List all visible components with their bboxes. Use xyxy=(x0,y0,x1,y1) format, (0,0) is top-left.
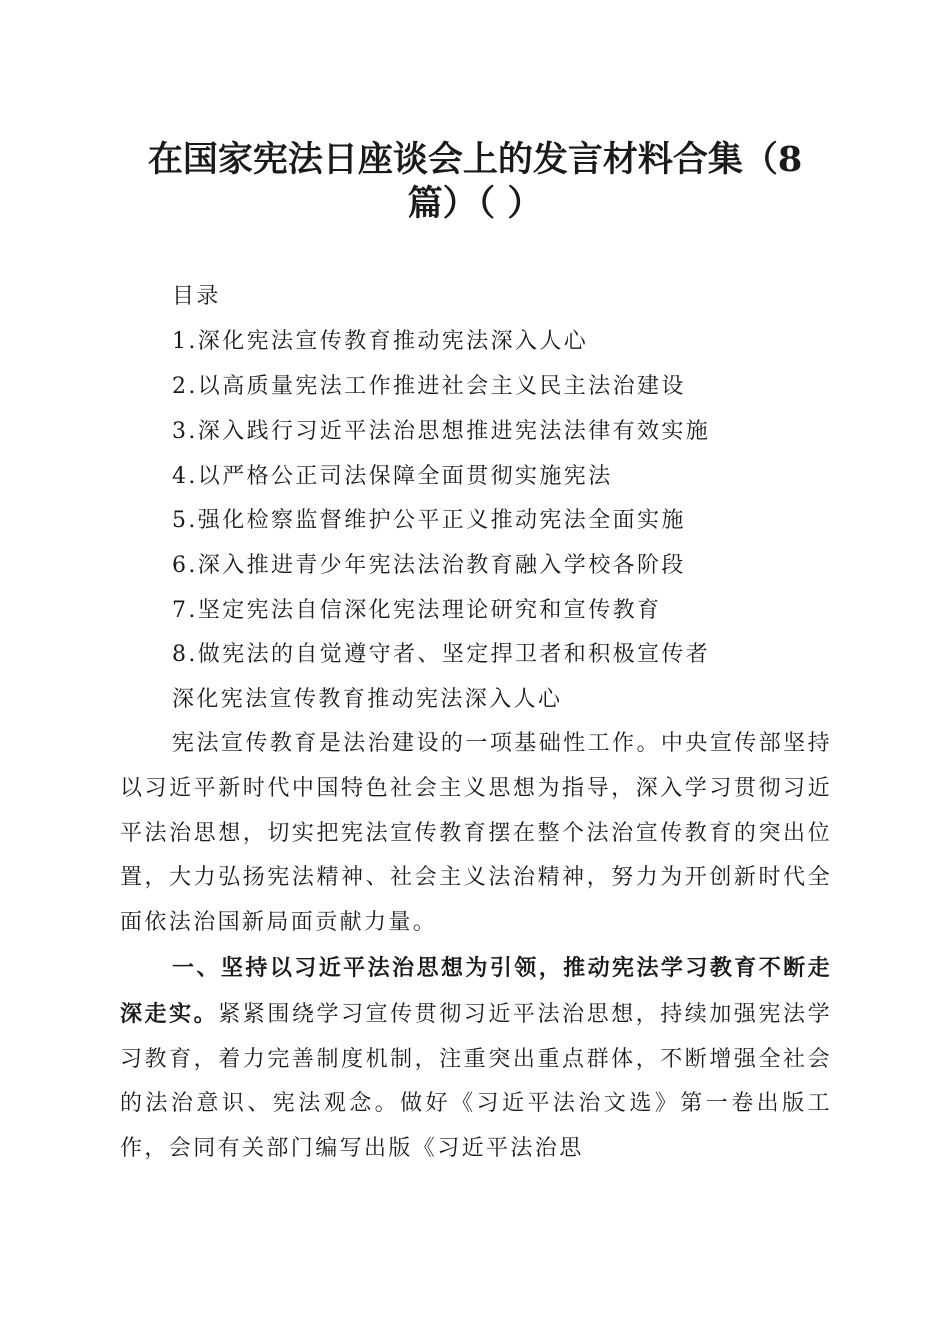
document-title-line-1: 在国家宪法日座谈会上的发言材料合集（8 xyxy=(147,139,803,180)
toc-item: 3.深入践行习近平法治思想推进宪法法律有效实施 xyxy=(172,419,711,444)
section-title: 深化宪法宣传教育推动宪法深入人心 xyxy=(172,687,563,712)
paragraph-point-one-heading: 一、坚持以习近平法治思想为引领，推动宪法学习教育不断走深走实。 xyxy=(120,955,832,1027)
toc-item: 6.深入推进青少年宪法法治教育融入学校各阶段 xyxy=(172,553,686,578)
toc-item: 1.深化宪法宣传教育推动宪法深入人心 xyxy=(172,329,589,354)
paragraph-intro-text: 宪法宣传教育是法治建设的一项基础性工作。中央宣传部坚持以习近平新时代中国特色社会主义思想为指导，深入学习贯彻习近平法治思想，切实把宪法宣传教育摆在整个法治宣传教育的突出位置，大力弘扬宪法精神、社会主义法治精神，努力为开创新时代全面依法治国新局面贡献力量。 xyxy=(120,731,832,936)
toc-item: 7.坚定宪法自信深化宪法理论研究和宣传教育 xyxy=(172,598,662,623)
toc-heading: 目录 xyxy=(172,284,221,309)
document-title-line-2: 篇）（ ） xyxy=(407,183,543,224)
paragraph-intro xyxy=(120,722,832,946)
toc-item: 2.以高质量宪法工作推进社会主义民主法治建设 xyxy=(172,374,686,399)
toc-item: 5.强化检察监督维护公平正义推动宪法全面实施 xyxy=(172,508,686,533)
paragraph-point-one xyxy=(120,946,832,1172)
toc-item: 8.做宪法的自觉遵守者、坚定捍卫者和积极宣传者 xyxy=(172,642,711,667)
paragraph-point-one-text: 紧紧围绕学习宣传贯彻习近平法治思想，持续加强宪法学习教育，着力完善制度机制，注重突出重点群体，不断增强全社会的法治意识、宪法观念。做好《习近平法治文选》第一卷出版工作，会同有关部门编写出版《习近平法治思 xyxy=(120,1001,832,1162)
toc-item: 4.以严格公正司法保障全面贯彻实施宪法 xyxy=(172,464,613,489)
